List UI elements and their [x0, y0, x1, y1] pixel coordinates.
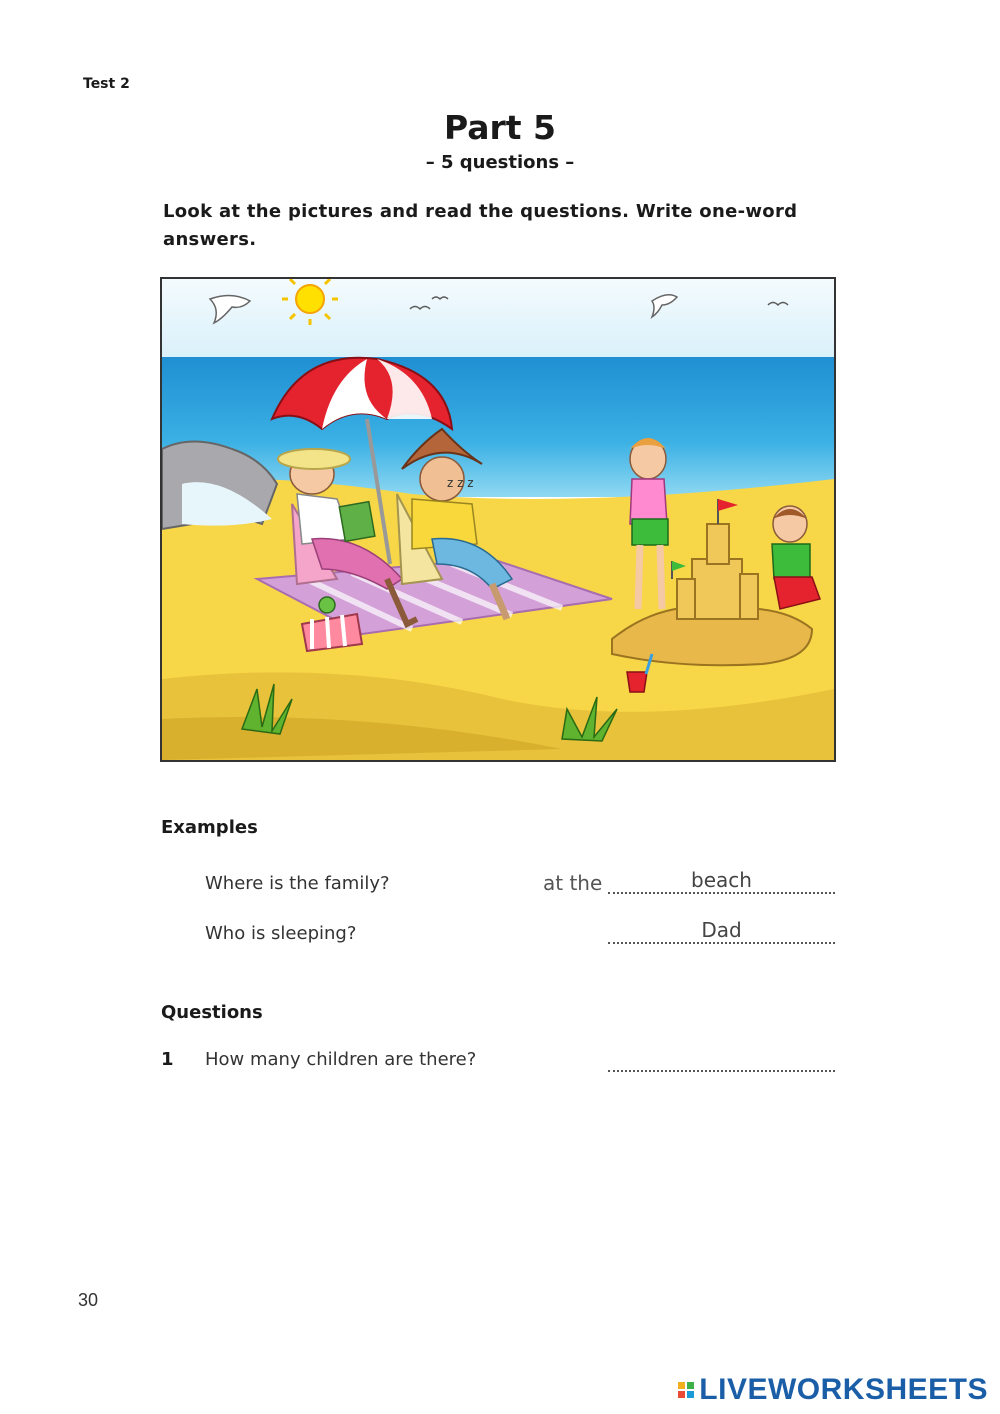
logo-grid-icon [677, 1381, 695, 1399]
answer-field-1[interactable] [608, 1048, 835, 1072]
sky [162, 279, 834, 359]
example-question-1: Where is the family? [205, 873, 390, 894]
page-number: 30 [78, 1290, 99, 1310]
question-1: How many children are there? [205, 1049, 477, 1070]
test-label: Test 2 [83, 76, 130, 92]
instructions: Look at the pictures and read the questions. Write one-word answers. [163, 201, 798, 250]
example-answer-1: beach [691, 868, 752, 892]
beach-scene-svg [162, 279, 834, 760]
example-answer-prefix-1: at the [543, 871, 603, 895]
examples-heading: Examples [161, 817, 258, 838]
question-number-1: 1 [161, 1049, 174, 1070]
page-title: Part 5 [443, 108, 557, 147]
liveworksheets-logo [677, 1374, 988, 1406]
beach-illustration [160, 277, 836, 762]
example-answer-2: Dad [701, 918, 742, 942]
svg-text:z z z: z z z [447, 476, 474, 490]
questions-heading: Questions [161, 1002, 263, 1023]
logo-text: LIVEWORKSHEETS [699, 1373, 988, 1406]
example-question-2: Who is sleeping? [205, 923, 357, 944]
page-subtitle: – 5 questions – [425, 152, 575, 173]
